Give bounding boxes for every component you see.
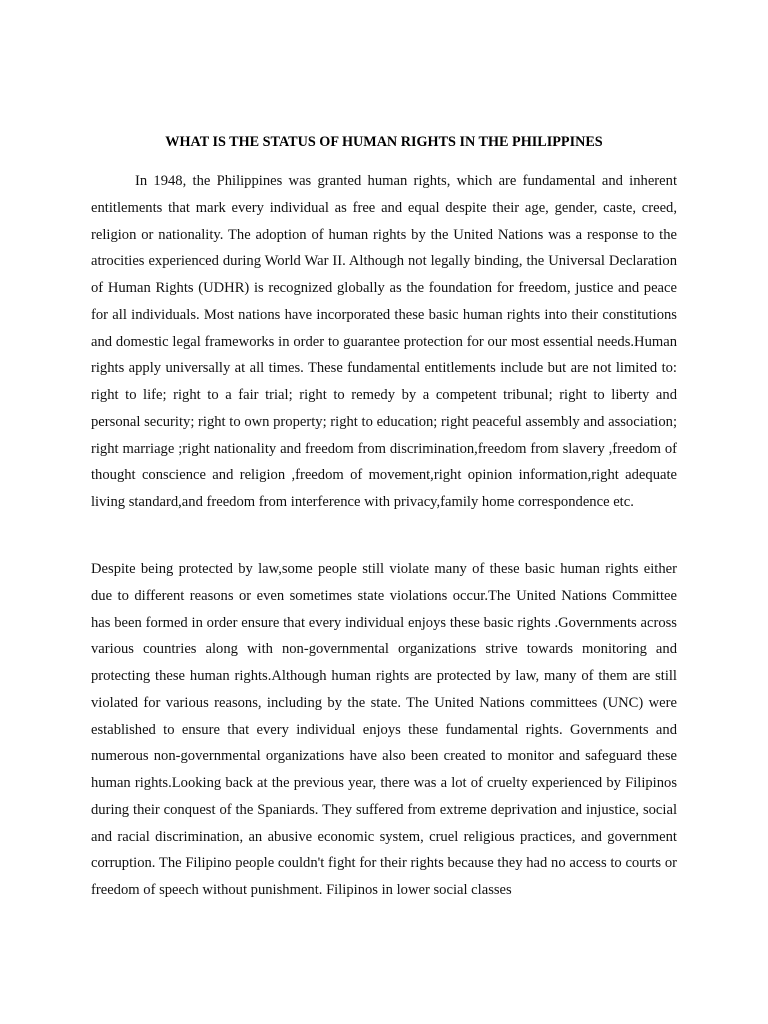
paragraph-2: Despite being protected by law,some people still violate many of these basic human rights either due to different reasons or even sometimes state violations occur.The United Nations Committee has been formed in order ensure that every individual enjoys these basic rights .Governments across various countries along with non-governmental organizations strive towards monitoring and protecting these human rights.Although human rights are protected by law, many of them are still violated for various reasons, including by the state. The United Nations committees (UNC) were established to ensure that every individual enjoys these fundamental rights. Governments and numerous non-governmental organizations have also been created to monitor and safeguard these human rights.Looking back at the previous year, there was a lot of cruelty experienced by Filipinos during their conquest of the Spaniards. They suffered from extreme deprivation and injustice, social and racial discrimination, an abusive economic system, cruel religious practices, and government corruption. The Filipino people couldn't fight for their rights because they had no access to courts or freedom of speech without punishment. Filipinos in lower social classes	[91, 561, 677, 898]
document-title: WHAT IS THE STATUS OF HUMAN RIGHTS IN THE PHILIPPINES	[165, 134, 603, 150]
paragraph-1: In 1948, the Philippines was granted human rights, which are fundamental and inherent entitlements that mark every individual as free and equal despite their age, gender, caste, creed, religion or nationality. The adoption of human rights by the United Nations was a response to the atrocities experienced during World War II. Although not legally binding, the Universal Declaration of Human Rights (UDHR) is recognized globally as the foundation for freedom, justice and peace for all individuals. Most nations have incorporated these basic human rights into their constitutions and domestic legal frameworks in order to guarantee protection for our most essential needs.Human rights apply universally at all times. These fundamental entitlements include but are not limited to: right to life; right to a fair trial; right to remedy by a competent tribunal; right to liberty and personal security; right to own property; right to education; right peaceful assembly and association; right marriage ;right nationality and freedom from discrimination,freedom from slavery ,freedom of thought conscience and religion ,freedom of movement,right opinion information,right adequate living standard,and freedom from interference with privacy,family home correspondence etc.	[91, 173, 677, 510]
